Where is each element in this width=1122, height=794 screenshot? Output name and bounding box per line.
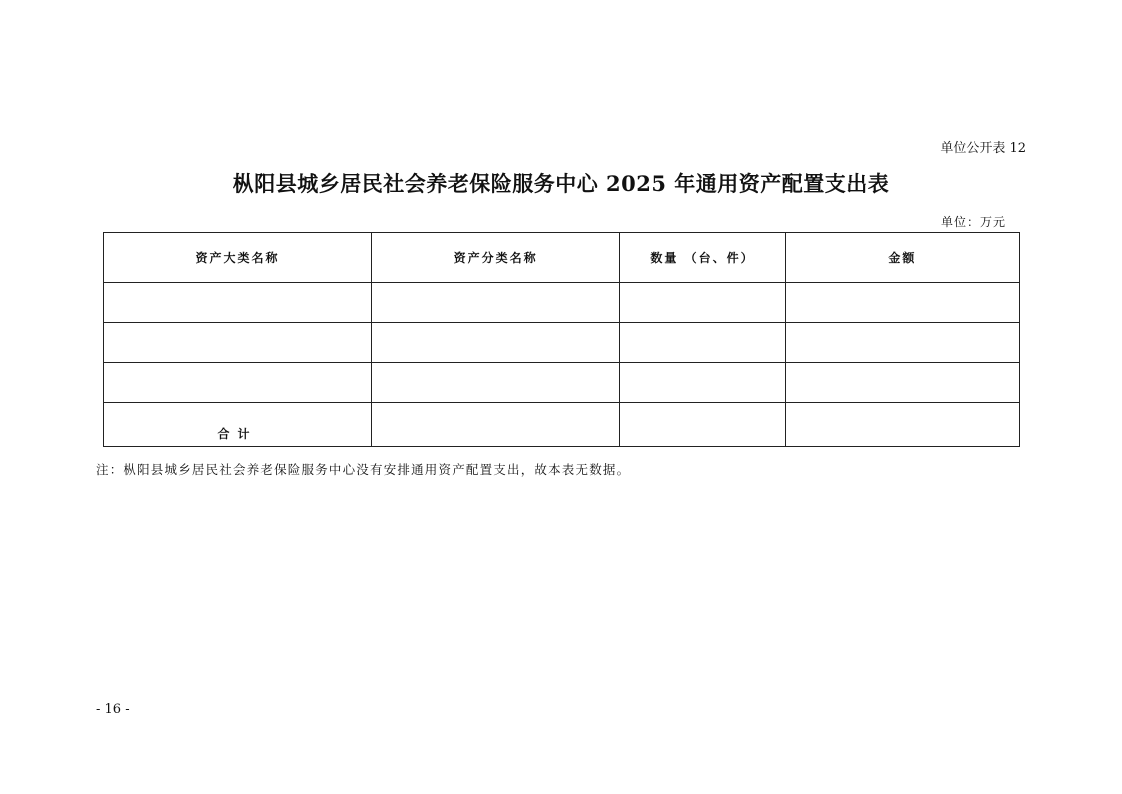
table-cell: [104, 283, 372, 323]
asset-expenditure-table: [103, 232, 1020, 447]
unit-label: 单位：万元: [940, 215, 1006, 229]
table-cell: [372, 403, 620, 447]
table-cell: [620, 363, 786, 403]
table-cell: [104, 363, 372, 403]
table-cell: [620, 323, 786, 363]
table-row: [104, 323, 1020, 363]
table-cell: [620, 283, 786, 323]
table-cell: [372, 323, 620, 363]
table-cell: [785, 403, 1019, 447]
table-number: 单位公开表 12: [940, 141, 1026, 156]
table-cell: [785, 283, 1019, 323]
table-cell: [104, 323, 372, 363]
total-row: [104, 403, 1020, 447]
table-cell: [785, 323, 1019, 363]
column-header-asset-subcategory: 资产分类名称: [372, 233, 620, 283]
page-title: 枞阳县城乡居民社会养老保险服务中心 2025 年通用资产配置支出表: [232, 171, 890, 196]
table-row: [104, 283, 1020, 323]
column-header-asset-category: 资产大类名称: [104, 233, 372, 283]
table-cell: [785, 363, 1019, 403]
footnote: 注：枞阳县城乡居民社会养老保险服务中心没有安排通用资产配置支出，故本表无数据。: [96, 462, 631, 477]
table-cell: [372, 283, 620, 323]
table-cell: [620, 403, 786, 447]
column-header-amount: 金额: [785, 233, 1019, 283]
table-cell: [372, 363, 620, 403]
column-header-quantity: 数量 （台、件）: [620, 233, 786, 283]
page-number: - 16 -: [96, 702, 130, 717]
total-label: 合计: [104, 403, 372, 447]
table-row: [104, 363, 1020, 403]
table-header-row: [104, 233, 1020, 283]
